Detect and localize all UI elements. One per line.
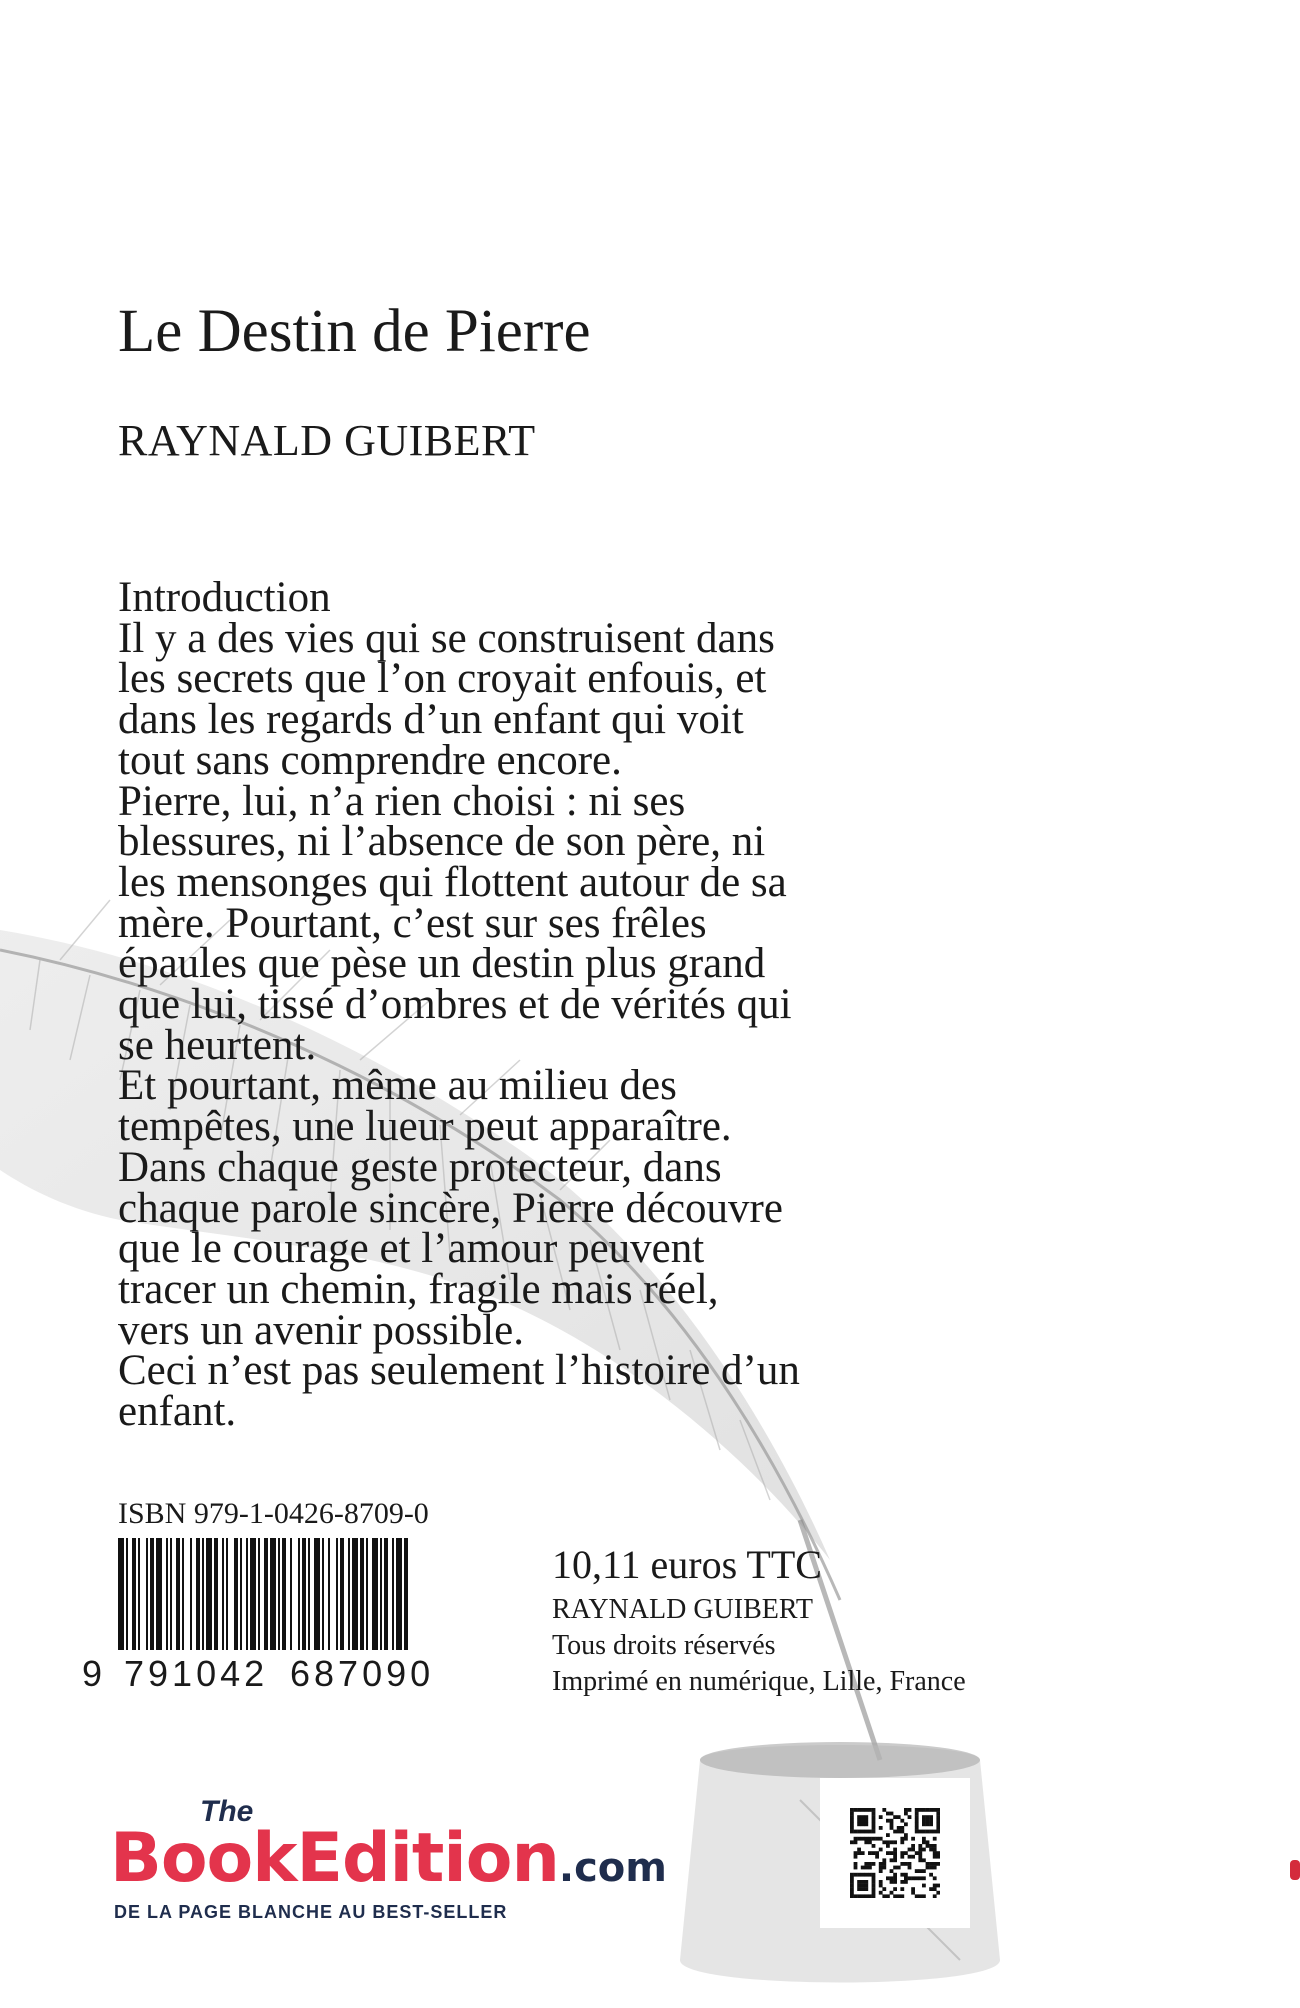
- intro-line: se heurtent.: [118, 1021, 317, 1069]
- intro-heading: Introduction: [118, 574, 331, 621]
- intro-line: que le courage et l’amour peuvent: [118, 1225, 705, 1273]
- isbn-label: ISBN 979-1-0426-8709-0: [118, 1497, 429, 1530]
- intro-line: vers un avenir possible.: [118, 1306, 525, 1354]
- logo-wordmark: [110, 1820, 667, 1907]
- barcode: [82, 1538, 482, 1698]
- logo-domain: .com: [558, 1845, 667, 1891]
- intro-line: tempêtes, une lueur peut apparaître.: [118, 1103, 732, 1151]
- intro-line: tout sans comprendre encore.: [118, 736, 622, 784]
- intro-line: Ceci n’est pas seulement l’histoire d’un: [118, 1347, 800, 1395]
- logo-the: The: [200, 1795, 254, 1828]
- print-location: Imprimé en numérique, Lille, France: [552, 1666, 966, 1697]
- intro-line: Et pourtant, même au milieu des: [118, 1062, 677, 1110]
- logo-name: BookEdition: [110, 1819, 559, 1898]
- intro-line: Il y a des vies qui se construisent dans: [118, 614, 775, 662]
- barcode-digit-prefix: 9: [82, 1653, 103, 1694]
- intro-line: épaules que pèse un destin plus grand: [118, 940, 766, 988]
- intro-line: les secrets que l’on croyait enfouis, et: [118, 655, 767, 703]
- intro-line: tracer un chemin, fragile mais réel,: [118, 1265, 719, 1313]
- intro-line: chaque parole sincère, Pierre découvre: [118, 1184, 783, 1232]
- barcode-digit-left: 791042: [124, 1653, 269, 1694]
- introduction-text: [118, 574, 1018, 1436]
- qr-code-icon: [850, 1808, 940, 1898]
- edge-mark: [1290, 1860, 1300, 1880]
- barcode-icon: [118, 1538, 482, 1660]
- intro-line: que lui, tissé d’ombres et de vérités qui: [118, 981, 792, 1029]
- rights-author: RAYNALD GUIBERT: [552, 1594, 813, 1625]
- barcode-digit-right: 687090: [290, 1653, 435, 1694]
- intro-line: blessures, ni l’absence de son père, ni: [118, 818, 766, 866]
- intro-line: les mensonges qui flottent autour de sa: [118, 858, 787, 906]
- intro-line: enfant.: [118, 1388, 237, 1436]
- logo-tagline: DE LA PAGE BLANCHE AU BEST-SELLER: [114, 1902, 508, 1922]
- intro-line: Pierre, lui, n’a rien choisi : ni ses: [118, 777, 686, 825]
- rights-reserved: Tous droits réservés: [552, 1630, 776, 1661]
- price: 10,11 euros TTC: [552, 1542, 822, 1587]
- qr-code-box: [820, 1778, 970, 1928]
- intro-line: mère. Pourtant, c’est sur ses frêles: [118, 899, 707, 947]
- intro-line: Dans chaque geste protecteur, dans: [118, 1143, 722, 1191]
- publisher-logo: [110, 1796, 710, 1926]
- book-title: Le Destin de Pierre: [118, 298, 591, 365]
- intro-line: dans les regards d’un enfant qui voit: [118, 696, 744, 744]
- book-author: RAYNALD GUIBERT: [118, 416, 536, 465]
